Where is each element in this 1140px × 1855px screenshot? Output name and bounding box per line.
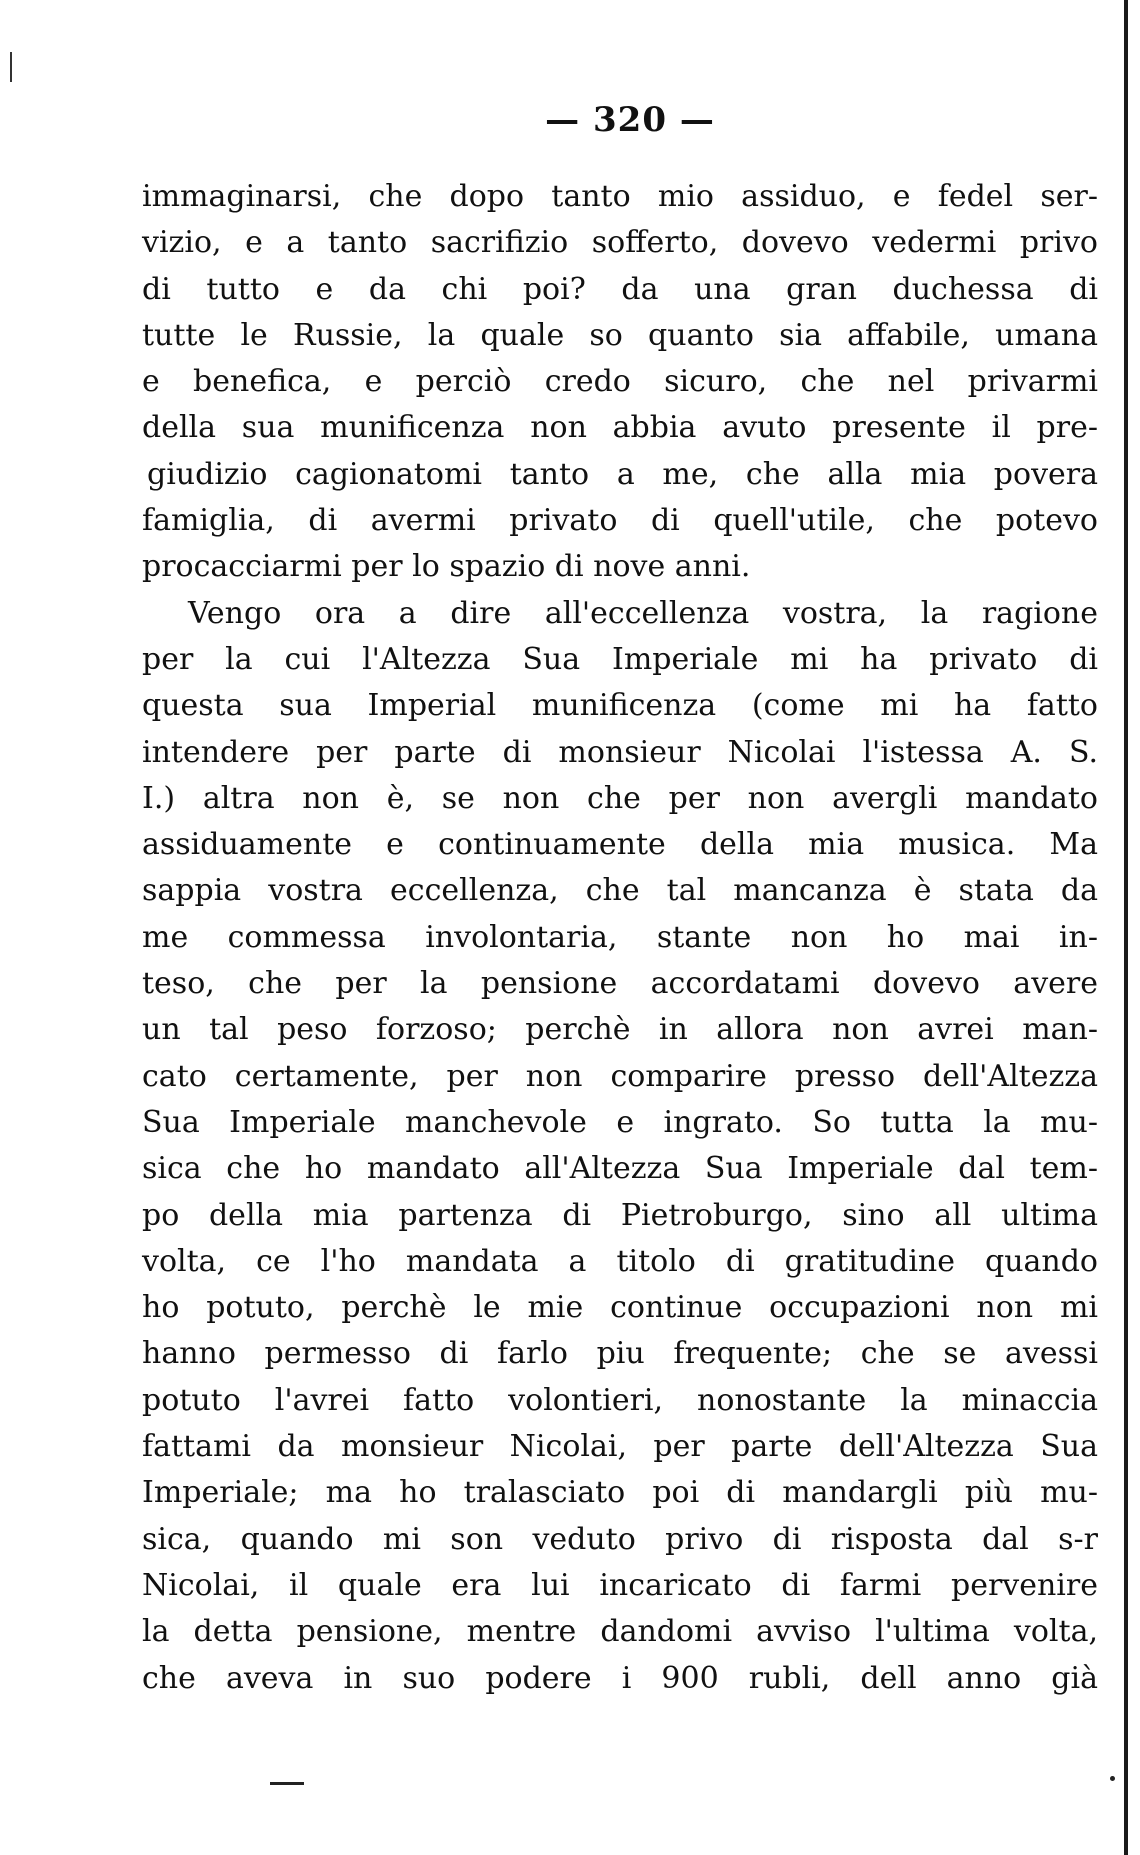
text-line: intendere per parte di monsieur Nicolai l'istessa A. S. [142, 734, 1098, 770]
page-number: — 320 — [545, 100, 715, 140]
text-line: cato certamente, per non comparire presso dell'Altezza [142, 1058, 1098, 1094]
text-line: Imperiale; ma ho tralasciato poi di mandargli più mu- [142, 1475, 1098, 1511]
text-line: assiduamente e continuamente della mia musica. Ma [142, 827, 1098, 863]
text-line: immaginarsi, che dopo tanto mio assiduo, e fedel ser- [142, 179, 1098, 214]
text-line: volta, ce l'ho mandata a titolo di gratitudine quando [142, 1243, 1098, 1279]
text-line: sica, quando mi son veduto privo di risposta dal s-r [142, 1521, 1098, 1557]
paragraph-start-line: Vengo ora a dire all'eccellenza vostra, la ragione [188, 595, 1098, 631]
text-line: famiglia, di avermi privato di quell'utile, che potevo [142, 503, 1098, 539]
page-edge-shadow [1124, 0, 1128, 1855]
text-line: I.) altra non è, se non che per non avergli mandato [142, 780, 1098, 816]
scan-speck [1110, 1776, 1115, 1781]
text-line: teso, che per la pensione accordatami dovevo avere [142, 966, 1098, 1002]
text-line: della sua munificenza non abbia avuto presente il pre- [142, 410, 1098, 446]
text-line: fattami da monsieur Nicolai, per parte dell'Altezza Sua [142, 1429, 1098, 1465]
text-line: ho potuto, perchè le mie continue occupazioni non mi [142, 1290, 1098, 1326]
text-line: me commessa involontaria, stante non ho mai in- [142, 919, 1098, 955]
text-line: potuto l'avrei fatto volontieri, nonostante la minaccia [142, 1382, 1098, 1418]
text-line: sica che ho mandato all'Altezza Sua Imperiale dal tem- [142, 1151, 1098, 1187]
text-line: hanno permesso di farlo piu frequente; che se avessi [142, 1336, 1098, 1372]
text-line: Nicolai, il quale era lui incaricato di farmi pervenire [142, 1567, 1098, 1603]
text-line: procacciarmi per lo spazio di nove anni. [142, 549, 751, 585]
text-line: un tal peso forzoso; perchè in allora non avrei man- [142, 1012, 1098, 1048]
scan-mark [10, 52, 12, 82]
text-line: che aveva in suo podere i 900 rubli, dell anno già [142, 1660, 1098, 1696]
text-line: questa sua Imperial munificenza (come mi ha fatto [142, 688, 1098, 724]
footer-rule [270, 1782, 304, 1785]
text-line: la detta pensione, mentre dandomi avviso l'ultima volta, [142, 1614, 1098, 1650]
text-line: Sua Imperiale manchevole e ingrato. So tutta la mu- [142, 1104, 1098, 1140]
text-line: giudizio cagionatomi tanto a me, che alla mia povera [147, 456, 1098, 492]
text-line: e benefica, e perciò credo sicuro, che nel privarmi [142, 364, 1098, 400]
text-line: di tutto e da chi poi? da una gran duchessa di [142, 271, 1098, 307]
text-line: po della mia partenza di Pietroburgo, sino all ultima [142, 1197, 1098, 1233]
text-line: per la cui l'Altezza Sua Imperiale mi ha privato di [142, 641, 1098, 677]
text-line: sappia vostra eccellenza, che tal mancanza è stata da [142, 873, 1098, 909]
text-line: tutte le Russie, la quale so quanto sia affabile, umana [142, 317, 1098, 353]
text-line: vizio, e a tanto sacrifizio sofferto, dovevo vedermi privo [142, 225, 1098, 261]
body-text [142, 174, 1098, 1702]
